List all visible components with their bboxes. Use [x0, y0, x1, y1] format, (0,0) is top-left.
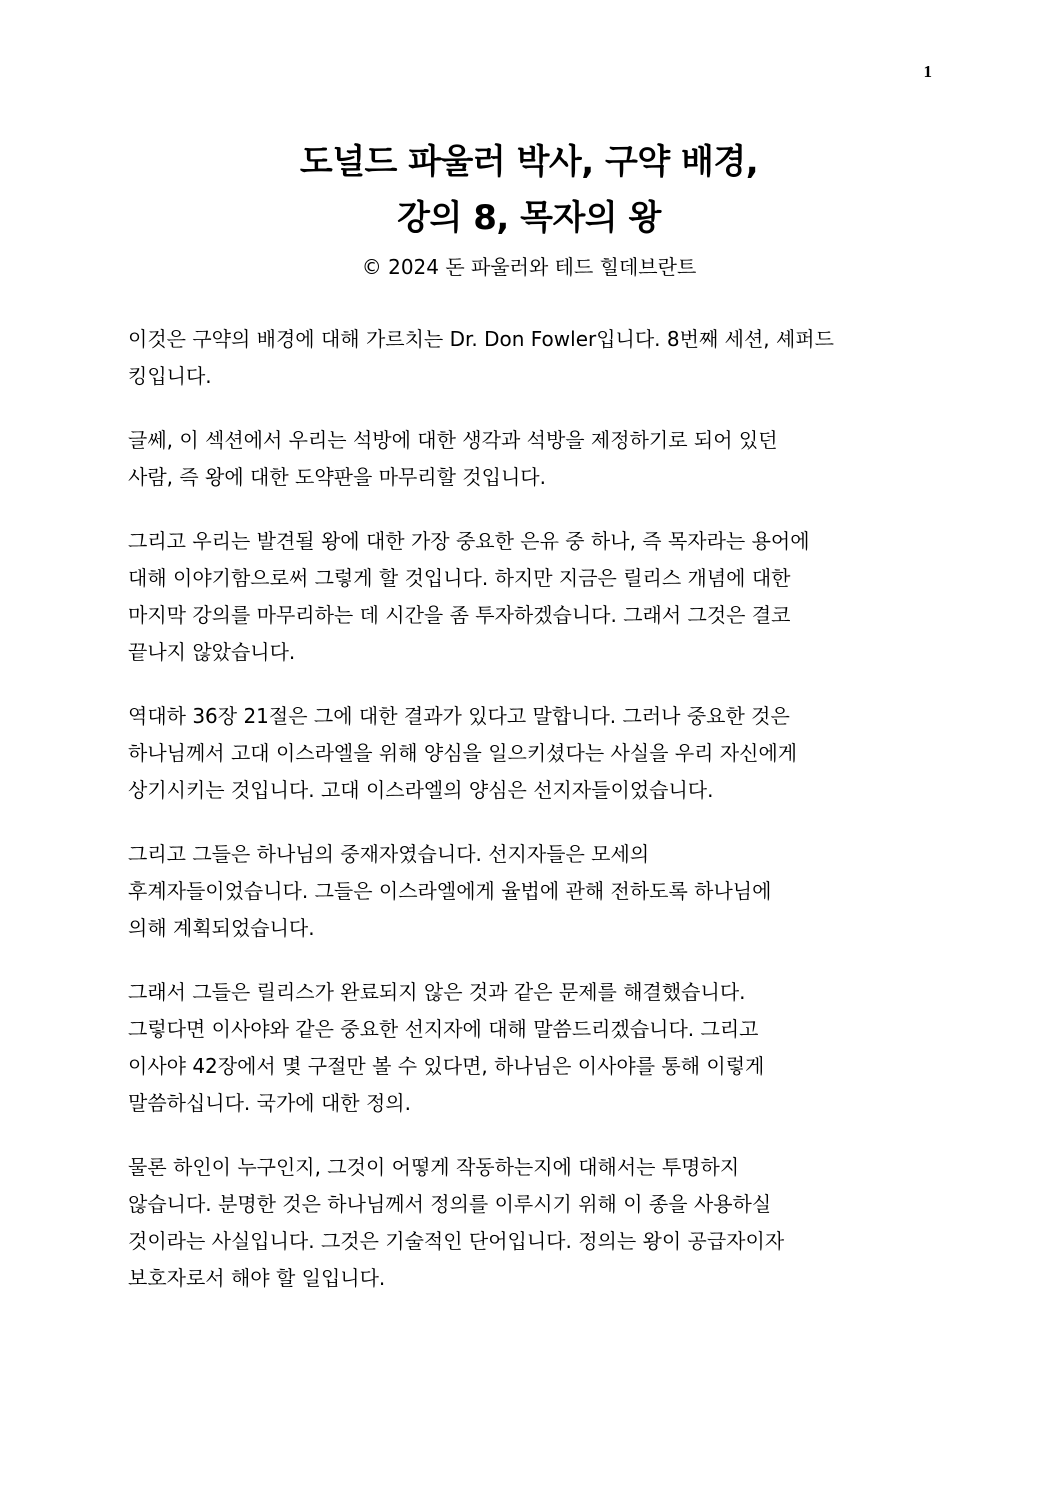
paragraph-line: 그리고 우리는 발견될 왕에 대한 가장 중요한 은유 중 하나, 즉 목자라는 용어에 [128, 529, 810, 553]
paragraph-line: 물론 하인이 누구인지, 그것이 어떻게 작동하는지에 대해서는 투명하지 [128, 1155, 740, 1179]
paragraph-line: 상기시키는 것입니다. 고대 이스라엘의 양심은 선지자들이었습니다. [128, 778, 714, 802]
paragraph [128, 422, 918, 496]
paragraph-line: 후계자들이었습니다. 그들은 이스라엘에게 율법에 관해 전하도록 하나님에 [128, 879, 772, 903]
title-block [0, 134, 1058, 282]
paragraph [128, 836, 918, 947]
paragraph-line: 사람, 즉 왕에 대한 도약판을 마무리할 것입니다. [128, 465, 546, 489]
paragraph-line: 그래서 그들은 릴리스가 완료되지 않은 것과 같은 문제를 해결했습니다. [128, 980, 746, 1004]
paragraph [128, 523, 918, 671]
paragraph-line: 말씀하십니다. 국가에 대한 정의. [128, 1091, 411, 1115]
paragraph-line: 하나님께서 고대 이스라엘을 위해 양심을 일으키셨다는 사실을 우리 자신에게 [128, 741, 798, 765]
paragraph-line: 보호자로서 해야 할 일입니다. [128, 1266, 386, 1290]
paragraph-line: 글쎄, 이 섹션에서 우리는 석방에 대한 생각과 석방을 제정하기로 되어 있던 [128, 428, 778, 452]
paragraph-line: 마지막 강의를 마무리하는 데 시간을 좀 투자하겠습니다. 그래서 그것은 결코 [128, 603, 791, 627]
body-text [128, 321, 918, 1324]
paragraph-line: 이사야 42장에서 몇 구절만 볼 수 있다면, 하나님은 이사야를 통해 이렇게 [128, 1054, 765, 1078]
page-number: 1 [923, 62, 932, 81]
paragraph [128, 321, 918, 395]
paragraph-line: 그렇다면 이사야와 같은 중요한 선지자에 대해 말씀드리겠습니다. 그리고 [128, 1017, 759, 1041]
document-title-line-2: 강의 8, 목자의 왕 [397, 198, 661, 238]
document-title-line-1: 도널드 파울러 박사, 구약 배경, [299, 142, 759, 182]
paragraph-line: 것이라는 사실입니다. 그것은 기술적인 단어입니다. 정의는 왕이 공급자이자 [128, 1229, 785, 1253]
copyright-notice: © 2024 돈 파울러와 테드 힐데브란트 [361, 255, 697, 279]
paragraph [128, 698, 918, 809]
paragraph-line: 않습니다. 분명한 것은 하나님께서 정의를 이루시기 위해 이 종을 사용하실 [128, 1192, 772, 1216]
paragraph [128, 1149, 918, 1297]
paragraph-line: 의해 계획되었습니다. [128, 916, 315, 940]
paragraph-line: 역대하 36장 21절은 그에 대한 결과가 있다고 말합니다. 그러나 중요한 것은 [128, 704, 790, 728]
paragraph-line: 그리고 그들은 하나님의 중재자였습니다. 선지자들은 모세의 [128, 842, 650, 866]
paragraph-line: 끝나지 않았습니다. [128, 640, 296, 664]
paragraph-line: 대해 이야기함으로써 그렇게 할 것입니다. 하지만 지금은 릴리스 개념에 대한 [128, 566, 791, 590]
paragraph-line: 이것은 구약의 배경에 대해 가르치는 Dr. Don Fowler입니다. 8번째 세션, 셰퍼드 [128, 327, 834, 351]
paragraph-line: 킹입니다. [128, 364, 212, 388]
paragraph [128, 974, 918, 1122]
